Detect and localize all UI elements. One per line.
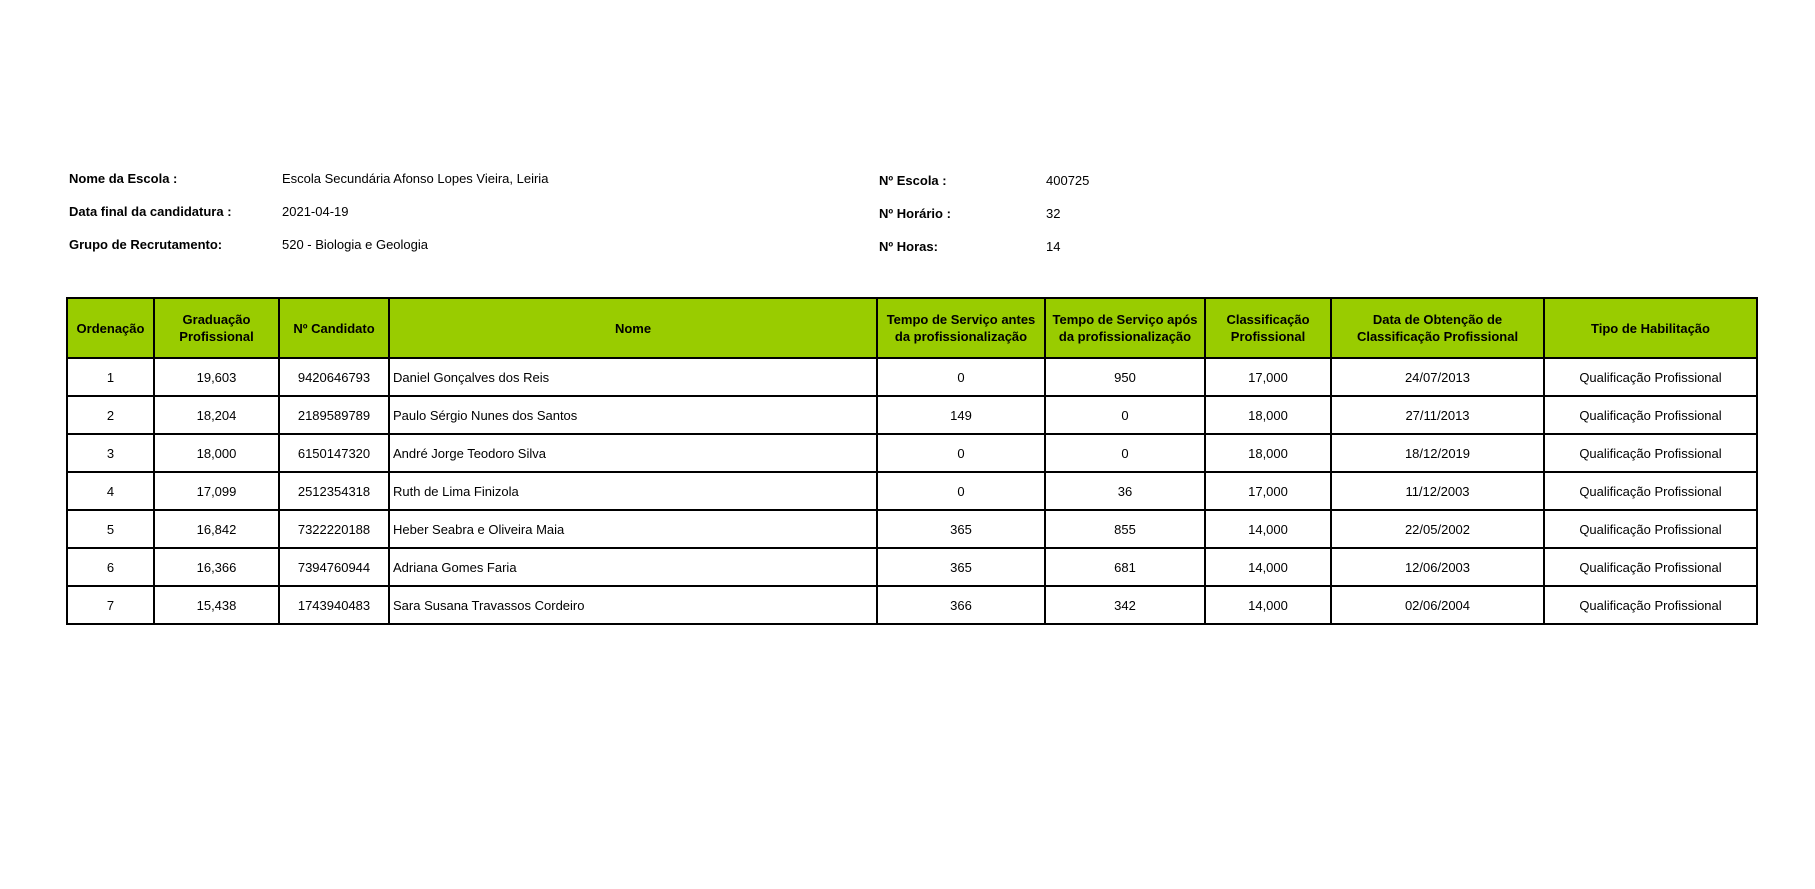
col-header-tempo-apos: Tempo de Serviço após da profissionalização xyxy=(1045,298,1205,358)
school-number-label: Nº Escola : xyxy=(879,173,947,188)
cell-graduacao: 18,000 xyxy=(154,434,279,472)
cell-classificacao: 17,000 xyxy=(1205,358,1331,396)
school-name-label: Nome da Escola : xyxy=(69,171,178,186)
table-header-row xyxy=(67,298,1757,358)
cell-graduacao: 19,603 xyxy=(154,358,279,396)
recruitment-group-label: Grupo de Recrutamento: xyxy=(69,237,223,252)
col-header-graduacao: Graduação Profissional xyxy=(154,298,279,358)
cell-habilitacao: Qualificação Profissional xyxy=(1544,358,1757,396)
candidates-table xyxy=(66,297,1758,625)
cell-habilitacao: Qualificação Profissional xyxy=(1544,396,1757,434)
cell-tempo-apos: 0 xyxy=(1045,434,1205,472)
cell-tempo-antes: 149 xyxy=(877,396,1045,434)
cell-nome: Sara Susana Travassos Cordeiro xyxy=(389,586,877,624)
hours-number-value: 14 xyxy=(1046,239,1061,254)
cell-tempo-apos: 855 xyxy=(1045,510,1205,548)
cell-ordem: 5 xyxy=(67,510,154,548)
table-row xyxy=(67,472,1757,510)
schedule-number-value: 32 xyxy=(1046,206,1061,221)
cell-candidato: 6150147320 xyxy=(279,434,389,472)
cell-classificacao: 14,000 xyxy=(1205,510,1331,548)
school-number-value: 400725 xyxy=(1046,173,1090,188)
cell-tempo-antes: 0 xyxy=(877,358,1045,396)
cell-data: 27/11/2013 xyxy=(1331,396,1544,434)
col-header-habilitacao: Tipo de Habilitação xyxy=(1544,298,1757,358)
cell-habilitacao: Qualificação Profissional xyxy=(1544,586,1757,624)
cell-classificacao: 14,000 xyxy=(1205,586,1331,624)
cell-data: 12/06/2003 xyxy=(1331,548,1544,586)
cell-graduacao: 18,204 xyxy=(154,396,279,434)
recruitment-group-value: 520 - Biologia e Geologia xyxy=(282,237,428,252)
cell-habilitacao: Qualificação Profissional xyxy=(1544,510,1757,548)
cell-classificacao: 18,000 xyxy=(1205,396,1331,434)
col-header-nome: Nome xyxy=(389,298,877,358)
cell-tempo-apos: 950 xyxy=(1045,358,1205,396)
table-row xyxy=(67,434,1757,472)
cell-graduacao: 15,438 xyxy=(154,586,279,624)
cell-data: 22/05/2002 xyxy=(1331,510,1544,548)
table-row xyxy=(67,396,1757,434)
cell-habilitacao: Qualificação Profissional xyxy=(1544,434,1757,472)
cell-graduacao: 16,842 xyxy=(154,510,279,548)
cell-tempo-antes: 0 xyxy=(877,472,1045,510)
cell-data: 02/06/2004 xyxy=(1331,586,1544,624)
cell-data: 24/07/2013 xyxy=(1331,358,1544,396)
cell-candidato: 9420646793 xyxy=(279,358,389,396)
cell-nome: Paulo Sérgio Nunes dos Santos xyxy=(389,396,877,434)
cell-nome: Daniel Gonçalves dos Reis xyxy=(389,358,877,396)
cell-tempo-apos: 681 xyxy=(1045,548,1205,586)
cell-nome: Heber Seabra e Oliveira Maia xyxy=(389,510,877,548)
cell-habilitacao: Qualificação Profissional xyxy=(1544,548,1757,586)
cell-nome: André Jorge Teodoro Silva xyxy=(389,434,877,472)
cell-ordem: 7 xyxy=(67,586,154,624)
cell-candidato: 1743940483 xyxy=(279,586,389,624)
cell-tempo-antes: 0 xyxy=(877,434,1045,472)
cell-graduacao: 17,099 xyxy=(154,472,279,510)
cell-candidato: 7322220188 xyxy=(279,510,389,548)
cell-tempo-antes: 365 xyxy=(877,548,1045,586)
application-deadline-label: Data final da candidatura : xyxy=(69,204,232,219)
cell-ordem: 3 xyxy=(67,434,154,472)
col-header-ordenacao: Ordenação xyxy=(67,298,154,358)
cell-nome: Adriana Gomes Faria xyxy=(389,548,877,586)
cell-tempo-apos: 0 xyxy=(1045,396,1205,434)
cell-ordem: 2 xyxy=(67,396,154,434)
table-row xyxy=(67,510,1757,548)
cell-ordem: 1 xyxy=(67,358,154,396)
cell-classificacao: 14,000 xyxy=(1205,548,1331,586)
col-header-tempo-antes: Tempo de Serviço antes da profissionalização xyxy=(877,298,1045,358)
cell-candidato: 2512354318 xyxy=(279,472,389,510)
table-row xyxy=(67,586,1757,624)
col-header-classificacao: Classificação Profissional xyxy=(1205,298,1331,358)
cell-classificacao: 18,000 xyxy=(1205,434,1331,472)
cell-graduacao: 16,366 xyxy=(154,548,279,586)
cell-classificacao: 17,000 xyxy=(1205,472,1331,510)
application-deadline-value: 2021-04-19 xyxy=(282,204,349,219)
cell-ordem: 4 xyxy=(67,472,154,510)
table-row xyxy=(67,358,1757,396)
table-row xyxy=(67,548,1757,586)
cell-tempo-antes: 366 xyxy=(877,586,1045,624)
cell-ordem: 6 xyxy=(67,548,154,586)
cell-tempo-apos: 36 xyxy=(1045,472,1205,510)
cell-tempo-apos: 342 xyxy=(1045,586,1205,624)
school-name-value: Escola Secundária Afonso Lopes Vieira, Leiria xyxy=(282,171,549,186)
cell-tempo-antes: 365 xyxy=(877,510,1045,548)
cell-data: 18/12/2019 xyxy=(1331,434,1544,472)
schedule-number-label: Nº Horário : xyxy=(879,206,951,221)
col-header-data-obtencao: Data de Obtenção de Classificação Profissional xyxy=(1331,298,1544,358)
col-header-candidato: Nº Candidato xyxy=(279,298,389,358)
cell-nome: Ruth de Lima Finizola xyxy=(389,472,877,510)
cell-data: 11/12/2003 xyxy=(1331,472,1544,510)
cell-candidato: 2189589789 xyxy=(279,396,389,434)
cell-habilitacao: Qualificação Profissional xyxy=(1544,472,1757,510)
hours-number-label: Nº Horas: xyxy=(879,239,938,254)
cell-candidato: 7394760944 xyxy=(279,548,389,586)
